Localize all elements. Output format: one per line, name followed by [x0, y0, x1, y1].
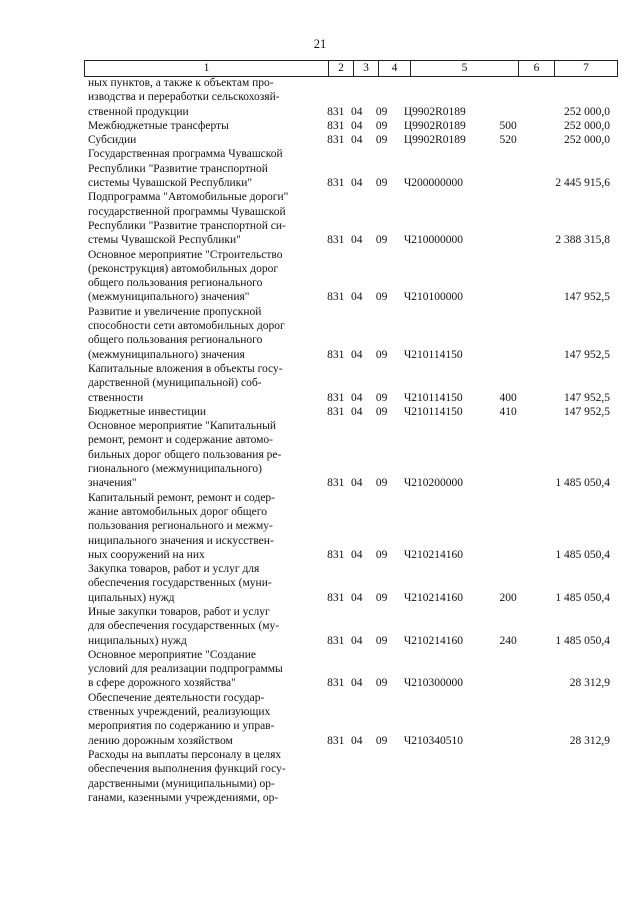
row-subsection: 09 [375, 405, 388, 418]
row-target-article: Ч200000000 [403, 177, 464, 190]
row-amount: 28 312,9 [569, 734, 610, 747]
row-subsection: 09 [375, 291, 388, 304]
row-description: Основное мероприятие "Строительство (реконструкция) автомобильных дорог общего пользования регионального (межмуниципального) значения" [88, 248, 283, 304]
row-description: Государственная программа Чувашской Республики "Развитие транспортной системы Чувашской Республики" [88, 148, 283, 190]
row-amount: 252 000,0 [564, 105, 610, 118]
row-subsection: 09 [375, 677, 388, 690]
row-subsection: 09 [375, 391, 388, 404]
row-expense-type: 500 [499, 119, 517, 132]
row-target-article: Ч210114150 [403, 405, 463, 418]
table-row [88, 119, 610, 133]
header-col-1: 1 [84, 61, 328, 76]
row-ministry-code: 831 [327, 291, 345, 304]
row-target-article: Ч210114150 [403, 348, 463, 361]
table-header [84, 60, 618, 77]
row-amount: 252 000,0 [564, 134, 610, 147]
row-subsection: 09 [375, 348, 388, 361]
row-section: 04 [351, 119, 363, 132]
row-description: Развитие и увеличение пропускной способности сети автомобильных дорог общего пользования регионального (межмуниципального) значения [88, 305, 285, 361]
table-row [88, 648, 610, 691]
row-subsection: 09 [375, 548, 388, 561]
row-description: ных пунктов, а также к объектам про- изводства и переработки сельскохозяй- ственной продукции [88, 77, 280, 118]
row-subsection: 09 [375, 105, 388, 118]
row-subsection: 09 [375, 177, 388, 190]
row-subsection: 09 [375, 634, 388, 647]
row-ministry-code: 831 [327, 548, 345, 561]
row-section: 04 [351, 348, 363, 361]
table-row [88, 748, 610, 805]
row-section: 04 [351, 634, 363, 647]
table-row [88, 133, 610, 147]
table-row [88, 605, 610, 648]
row-amount: 147 952,5 [564, 391, 610, 404]
row-amount: 2 388 315,8 [555, 234, 610, 247]
row-ministry-code: 831 [327, 391, 345, 404]
table-row [88, 248, 610, 305]
row-ministry-code: 831 [327, 591, 345, 604]
row-ministry-code: 831 [327, 119, 345, 132]
row-description: Капитальный ремонт, ремонт и содер- жание автомобильных дорог общего пользования регионального и межму- ниципального значения и искусствен- ных сооружений на них [88, 491, 276, 561]
row-target-article: Ц9902R0189 [403, 105, 466, 118]
row-target-article: Ц9902R0189 [403, 134, 466, 147]
table-row [88, 305, 610, 362]
row-ministry-code: 831 [327, 234, 345, 247]
row-ministry-code: 831 [327, 348, 345, 361]
row-description: Межбюджетные трансферты [88, 119, 229, 132]
row-subsection: 09 [375, 119, 388, 132]
header-col-7: 7 [554, 61, 618, 76]
row-target-article: Ц9902R0189 [403, 119, 466, 132]
row-subsection: 09 [375, 234, 388, 247]
row-ministry-code: 831 [327, 405, 345, 418]
row-amount: 1 485 050,4 [555, 548, 610, 561]
row-section: 04 [351, 134, 363, 147]
row-subsection: 09 [375, 734, 388, 747]
row-section: 04 [351, 177, 363, 190]
row-amount: 147 952,5 [564, 291, 610, 304]
row-expense-type: 240 [499, 634, 517, 647]
row-section: 04 [351, 391, 363, 404]
row-expense-type: 200 [499, 591, 517, 604]
row-amount: 1 485 050,4 [555, 634, 610, 647]
row-target-article: Ч210214160 [403, 548, 464, 561]
row-description: Подпрограмма "Автомобильные дороги" государственной программы Чувашской Республики "Развитие транспортной си- стемы Чувашской Республики" [88, 191, 289, 247]
row-description: Расходы на выплаты персоналу в целях обеспечения выполнения функций госу- дарственными (муниципальными) ор- ганами, казенными учреждениями, ор- [88, 748, 286, 804]
row-ministry-code: 831 [327, 634, 345, 647]
row-subsection: 09 [375, 134, 388, 147]
row-section: 04 [351, 291, 363, 304]
row-amount: 147 952,5 [564, 348, 610, 361]
row-description: Основное мероприятие "Капитальный ремонт, ремонт и содержание автомо- бильных дорог общего пользования ре- гионального (межмуниципального) значения" [88, 420, 282, 490]
header-col-5: 5 [410, 61, 518, 76]
row-target-article: Ч210214160 [403, 634, 464, 647]
row-target-article: Ч210100000 [403, 291, 464, 304]
row-description: Обеспечение деятельности государ- ственных учреждений, реализующих мероприятия по содержанию и управ- лению дорожным хозяйством [88, 691, 275, 747]
header-col-2: 2 [328, 61, 353, 76]
row-amount: 252 000,0 [564, 119, 610, 132]
table-row [88, 491, 610, 562]
row-target-article: Ч210214160 [403, 591, 464, 604]
header-col-4: 4 [378, 61, 410, 76]
row-section: 04 [351, 105, 363, 118]
row-ministry-code: 831 [327, 134, 345, 147]
row-ministry-code: 831 [327, 177, 345, 190]
row-description: Бюджетные инвестиции [88, 405, 207, 418]
row-description: Закупка товаров, работ и услуг для обеспечения государственных (муни- ципальных) нужд [88, 563, 272, 604]
row-amount: 2 445 915,6 [555, 177, 610, 190]
table-row [88, 76, 610, 119]
budget-table-body [88, 76, 610, 805]
row-description: Капитальные вложения в объекты госу- дарственной (муниципальной) соб- ственности [88, 362, 283, 404]
table-row [88, 190, 610, 247]
row-section: 04 [351, 591, 363, 604]
row-ministry-code: 831 [327, 105, 345, 118]
row-ministry-code: 831 [327, 477, 345, 490]
table-row [88, 419, 610, 490]
table-row [88, 147, 610, 190]
row-section: 04 [351, 548, 363, 561]
table-row [88, 362, 610, 405]
row-expense-type: 410 [499, 405, 517, 418]
table-row [88, 562, 610, 605]
row-target-article: Ч210300000 [403, 677, 464, 690]
row-amount: 28 312,9 [569, 677, 610, 690]
row-description: Иные закупки товаров, работ и услуг для обеспечения государственных (му- ниципальных) нужд [88, 605, 280, 647]
row-description: Субсидии [88, 134, 137, 147]
row-target-article: Ч210000000 [403, 234, 464, 247]
row-target-article: Ч210114150 [403, 391, 463, 404]
row-amount: 1 485 050,4 [555, 591, 610, 604]
page-number: 21 [313, 37, 327, 51]
table-row [88, 405, 610, 419]
row-expense-type: 520 [499, 134, 517, 147]
row-subsection: 09 [375, 591, 388, 604]
header-col-3: 3 [353, 61, 378, 76]
row-expense-type: 400 [499, 391, 517, 404]
row-amount: 1 485 050,4 [555, 477, 610, 490]
row-ministry-code: 831 [327, 734, 345, 747]
row-description: Основное мероприятие "Создание условий для реализации подпрограммы в сфере дорожного хозяйства" [88, 648, 283, 690]
row-section: 04 [351, 677, 363, 690]
row-section: 04 [351, 477, 363, 490]
row-section: 04 [351, 405, 363, 418]
row-ministry-code: 831 [327, 677, 345, 690]
row-section: 04 [351, 234, 363, 247]
row-amount: 147 952,5 [564, 405, 610, 418]
row-section: 04 [351, 734, 363, 747]
row-target-article: Ч210200000 [403, 477, 464, 490]
row-target-article: Ч210340510 [403, 734, 464, 747]
table-row [88, 691, 610, 748]
header-col-6: 6 [518, 61, 554, 76]
row-subsection: 09 [375, 477, 388, 490]
